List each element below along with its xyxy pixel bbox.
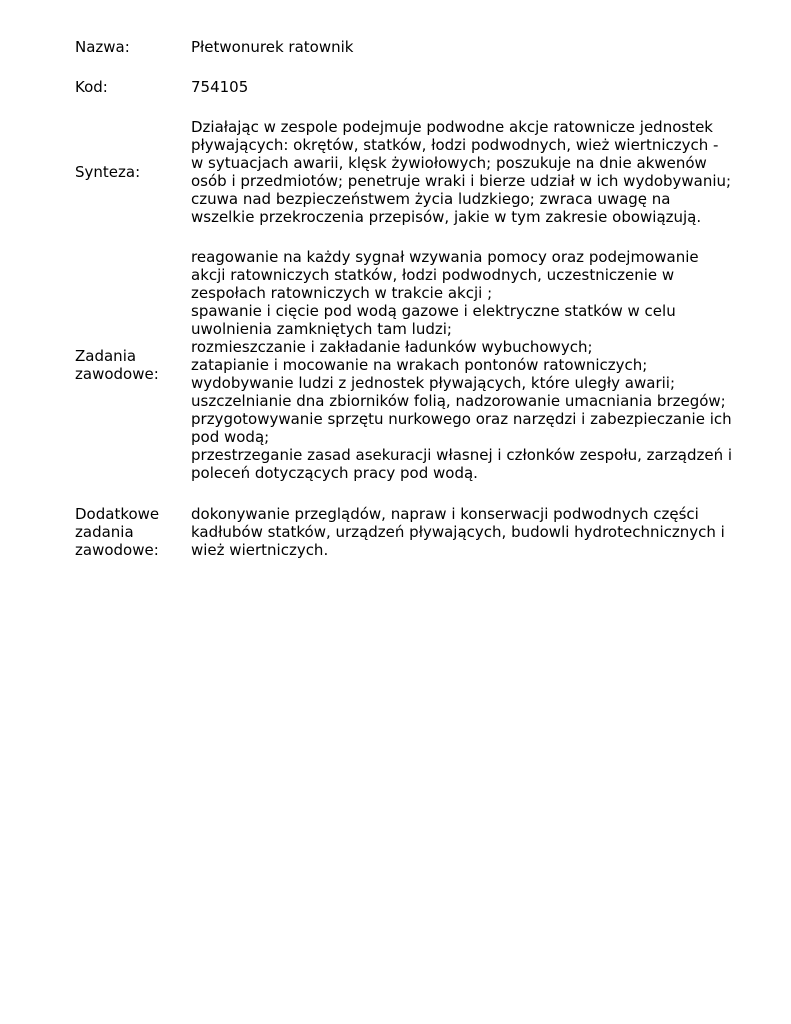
field-nazwa [75,38,765,56]
zadania-line: zatapianie i mocowanie na wrakach pontonów ratowniczych; [191,356,648,374]
dodatkowe-line: wież wiertniczych. [191,541,329,559]
zadania-line: przygotowywanie sprzętu nurkowego oraz narzędzi i zabezpieczanie ich [191,410,732,428]
zadania-label [75,347,191,383]
dodatkowe-line: kadłubów statków, urządzeń pływających, budowli hydrotechnicznych i [191,523,725,541]
synteza-line: Działając w zespole podejmuje podwodne akcje ratownicze jednostek [191,118,713,136]
zadania-line: spawanie i cięcie pod wodą gazowe i elektryczne statków w celu [191,302,676,320]
synteza-line: wszelkie przekroczenia przepisów, jakie w tym zakresie obowiązują. [191,208,702,226]
field-dodatkowe-zadania [75,505,765,559]
dodatkowe-line: dokonywanie przeglądów, napraw i konserwacji podwodnych części [191,505,699,523]
zadania-line: rozmieszczanie i zakładanie ładunków wybuchowych; [191,338,593,356]
synteza-line: pływających: okrętów, statków, łodzi podwodnych, wież wiertniczych - [191,136,719,154]
zadania-line: poleceń dotyczących pracy pod wodą. [191,464,478,482]
zadania-line: uszczelnianie dna zbiorników folią, nadzorowanie umacniania brzegów; [191,392,726,410]
dodatkowe-text [191,505,765,559]
dodatkowe-label-line: Dodatkowe [75,505,160,523]
zadania-line: uwolnienia zamkniętych tam ludzi; [191,320,452,338]
zadania-line: reagowanie na każdy sygnał wzywania pomocy oraz podejmowanie [191,248,699,266]
synteza-line: osób i przedmiotów; penetruje wraki i bierze udział w ich wydobywaniu; [191,172,732,190]
dodatkowe-label-line: zadania [75,523,134,541]
nazwa-label: Nazwa: [75,38,130,56]
zadania-label-line: Zadania [75,347,137,365]
dodatkowe-label-line: zawodowe: [75,541,159,559]
zadania-label-line: zawodowe: [75,365,159,383]
zadania-line: akcji ratowniczych statków, łodzi podwodnych, uczestniczenie w [191,266,675,284]
synteza-label: Synteza: [75,163,141,181]
synteza-line: w sytuacjach awarii, klęsk żywiołowych; poszukuje na dnie akwenów [191,154,707,172]
zadania-line: zespołach ratowniczych w trakcie akcji ; [191,284,493,302]
zadania-line: przestrzeganie zasad asekuracji własnej i członków zespołu, zarządzeń i [191,446,733,464]
synteza-line: czuwa nad bezpieczeństwem życia ludzkiego; zwraca uwagę na [191,190,671,208]
synteza-text [191,118,765,226]
field-synteza [75,118,765,226]
zadania-line: wydobywanie ludzi z jednostek pływających, które uległy awarii; [191,374,676,392]
kod-value: 754105 [191,78,249,96]
zadania-text [191,248,765,482]
zadania-line: pod wodą; [191,428,270,446]
kod-label: Kod: [75,78,108,96]
field-zadania-zawodowe [75,248,765,482]
dodatkowe-label [75,505,191,559]
nazwa-value: Płetwonurek ratownik [191,38,354,56]
field-kod [75,78,765,96]
